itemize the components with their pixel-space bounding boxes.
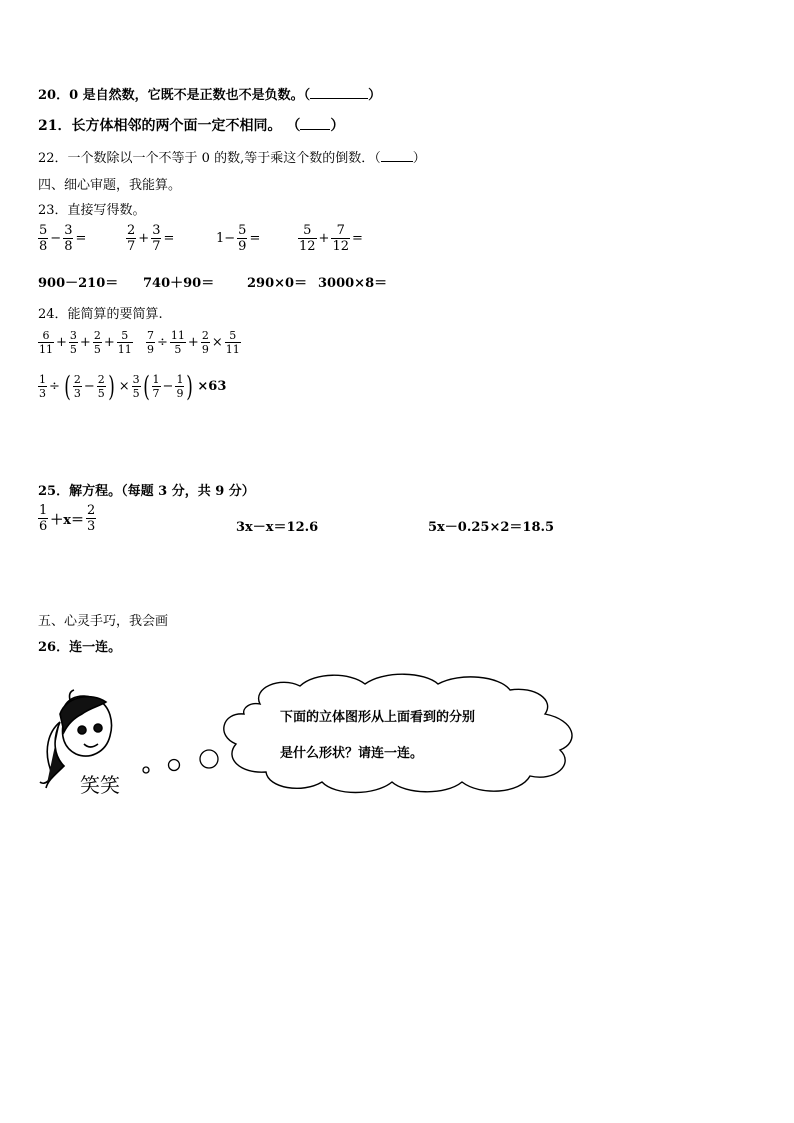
q21-close: ） [330,118,345,134]
fraction: $\frac{5}{9}$ [238,223,247,254]
section-4-heading: 四、细心审题，我能算。 [38,178,182,193]
q25-eq-1: $\frac{1}{6}$ ＋x＝ $\frac{2}{3}$ [39,503,96,534]
character-name: 笑笑 [80,773,120,797]
q23-calc-3: 290×0＝ [247,276,308,291]
fraction: $\frac{3}{8}$ [64,223,73,254]
q23-expr-3: 1− $\frac{5}{9}$ = [216,223,261,254]
question-25-title: 25．解方程。（每题 3 分，共 9 分） [38,484,255,499]
thought-dot [169,760,180,771]
fraction: $\frac{3}{7}$ [152,223,161,254]
question-24-title: 24．能简算的要简算. [38,307,163,322]
thought-dot [143,767,149,773]
fraction: $\frac{7}{12}$ [332,223,349,254]
q24-expr-3: $\frac{1}{3}$ ÷ ( $\frac{2}{3}$ − $\frac{2}{5}$ ) × $\frac{3}{5}$ ( $\frac{1}{7}$ − $\frac{1}{9}$ ) ×63 [39,370,227,403]
fraction: $\frac{2}{7}$ [127,223,136,254]
thought-dot [200,750,218,768]
section-5-heading: 五、心灵手巧，我会画 [38,614,169,629]
q25-eq-2: 3x－x＝12.6 [236,520,319,535]
q20-text: 20．0 是自然数，它既不是正数也不是负数。（ [38,88,311,103]
fraction: $\frac{5}{8}$ [39,223,48,254]
q23-expr-1: $\frac{5}{8}$ − $\frac{3}{8}$ = [39,223,87,254]
q23-calc-2: 740＋90＝ [143,276,215,291]
fraction: $\frac{5}{12}$ [299,223,316,254]
q24-expr-2: $\frac{7}{9}$ ÷ $\frac{11}{5}$ + $\frac{2}{9}$ × $\frac{5}{11}$ [147,329,240,356]
question-23-title: 23．直接写得数。 [38,203,146,218]
q21-text: 21．长方体相邻的两个面一定不相同。 （ [38,118,301,134]
q22-text: 22．一个数除以一个不等于 0 的数,等于乘这个数的倒数．（ [38,151,381,166]
q23-calc-4: 3000×8＝ [318,276,388,291]
q23-calc-1: 900－210＝ [38,276,119,291]
answer-blank[interactable] [381,151,413,162]
q22-close: ） [412,151,426,166]
question-20 [38,84,381,103]
q26-illustration [30,670,590,810]
thought-cloud [224,674,572,792]
question-22 [38,147,426,166]
q23-expr-2: $\frac{2}{7}$ + $\frac{3}{7}$ = [127,223,175,254]
question-21 [38,115,344,135]
q24-expr-1: $\frac{6}{11}$ + $\frac{3}{5}$ + $\frac{2}{5}$ + $\frac{5}{11}$ [39,329,132,356]
q23-expr-4: $\frac{5}{12}$ + $\frac{7}{12}$ = [299,223,363,254]
cloud-line-1: 下面的立体图形从上面看到的分别 [280,710,476,725]
q20-close: ） [368,88,382,103]
question-26-title: 26．连一连。 [38,640,122,655]
q25-eq-3: 5x－0.25×2＝18.5 [428,520,555,535]
answer-blank[interactable] [300,119,330,130]
answer-blank[interactable] [310,88,368,99]
cloud-line-2: 是什么形状？请连一连。 [280,746,424,761]
